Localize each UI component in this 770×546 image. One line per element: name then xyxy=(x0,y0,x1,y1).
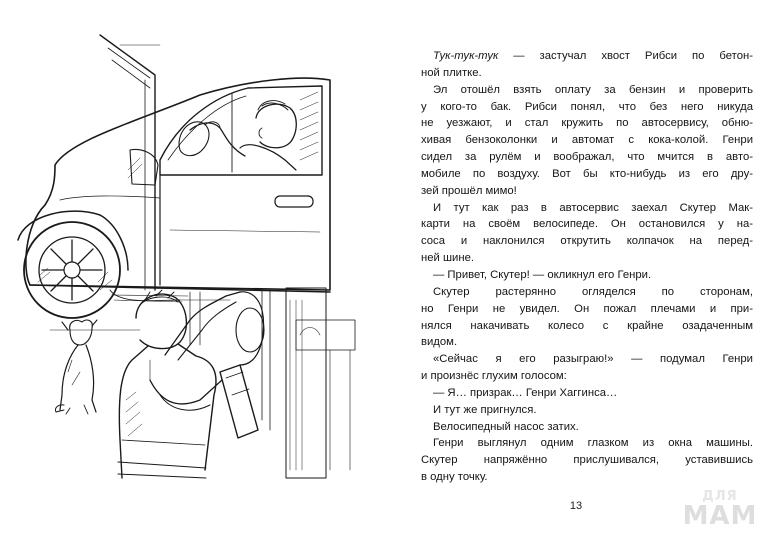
text-line xyxy=(421,301,753,318)
text-line xyxy=(421,216,753,233)
line-text: мобиле по воздуху. Вот бы кто-нибудь из его дру- xyxy=(421,167,753,180)
line-text: сидел за рулём и воображал, что мчится в авто- xyxy=(421,151,753,164)
text-line xyxy=(421,419,753,436)
text-line xyxy=(421,452,753,469)
text-line xyxy=(421,183,753,200)
line-text: — Привет, Скутер! — окликнул его Генри. xyxy=(433,268,652,281)
text-line xyxy=(421,82,753,99)
text-line xyxy=(421,200,753,217)
henry-in-car xyxy=(179,101,296,170)
text-line xyxy=(421,99,753,116)
text-line xyxy=(421,132,753,149)
watermark-top-text: ДЛЯ xyxy=(702,489,738,504)
pump-hose xyxy=(220,292,264,438)
text-line xyxy=(421,267,753,284)
text-line xyxy=(421,402,753,419)
text-line xyxy=(421,351,753,368)
text-line xyxy=(421,166,753,183)
watermark-bottom-text: МАМ xyxy=(682,501,758,531)
line-text: видом. xyxy=(421,336,458,349)
line-text: Эл отошёл взять оплату за бензин и проверить xyxy=(433,83,753,96)
text-line xyxy=(421,233,753,250)
text-line xyxy=(421,385,753,402)
line-text: И тут же пригнулся. xyxy=(433,403,537,416)
text-line xyxy=(421,48,753,65)
line-text: Скутер напряжённо прислушивался, уставившись xyxy=(421,454,753,467)
line-text: и произнёс глухим голосом: xyxy=(421,370,567,383)
text-line xyxy=(421,469,753,486)
italic-text: Тук-тук-тук xyxy=(433,50,499,62)
text-line xyxy=(421,318,753,335)
line-text: ней шине. xyxy=(421,252,475,265)
line-text: «Сейчас я его разыграю!» — подумал Генри xyxy=(433,353,753,366)
line-text: но Генри не увидел. Он пожал плечами и при- xyxy=(421,302,753,315)
line-text: Скутер растерянно огляделся по сторонам, xyxy=(433,285,753,298)
watermark-logo xyxy=(680,490,760,538)
line-text: не уезжают, и стал кружить по автосервису, обню- xyxy=(421,117,753,130)
text-line xyxy=(421,334,753,351)
line-text: зей прошёл мимо! xyxy=(421,184,517,197)
line-text: Велосипедный насос затих. xyxy=(433,420,579,433)
story-text xyxy=(421,48,753,486)
line-text: у кого-то бак. Рибси понял, что без него никуда xyxy=(421,100,753,113)
line-text: соса и наклонился открутить колпачок на перед- xyxy=(421,235,753,248)
line-text: Генри выглянул одним глазком из окна машины. xyxy=(433,437,753,450)
dog-figure xyxy=(55,320,97,414)
text-line xyxy=(421,115,753,132)
line-text: хивая бензоколонки и автомат с кока-колой. Генри xyxy=(421,134,753,147)
line-text: И тут как раз в автосервис заехал Скутер Мак- xyxy=(433,201,753,214)
text-line xyxy=(421,435,753,452)
text-line xyxy=(421,250,753,267)
text-line xyxy=(421,65,753,82)
line-text: в одну точку. xyxy=(421,471,488,484)
line-text: ной плитке. xyxy=(421,66,482,79)
text-line xyxy=(421,284,753,301)
line-text: — застучал хвост Рибси по бетон- xyxy=(498,50,753,62)
text-line xyxy=(421,368,753,385)
mechanic-figure xyxy=(118,290,240,478)
line-text: нялся накачивать колесо с крайне озадаченным xyxy=(421,319,753,332)
text-line xyxy=(421,149,753,166)
line-text: — Я… призрак… Генри Хаггинса… xyxy=(433,386,618,399)
car-drawing xyxy=(18,78,330,318)
page-number: 13 xyxy=(569,500,583,512)
line-text: карти на своём велосипеде. Он остановился у на- xyxy=(421,218,753,231)
